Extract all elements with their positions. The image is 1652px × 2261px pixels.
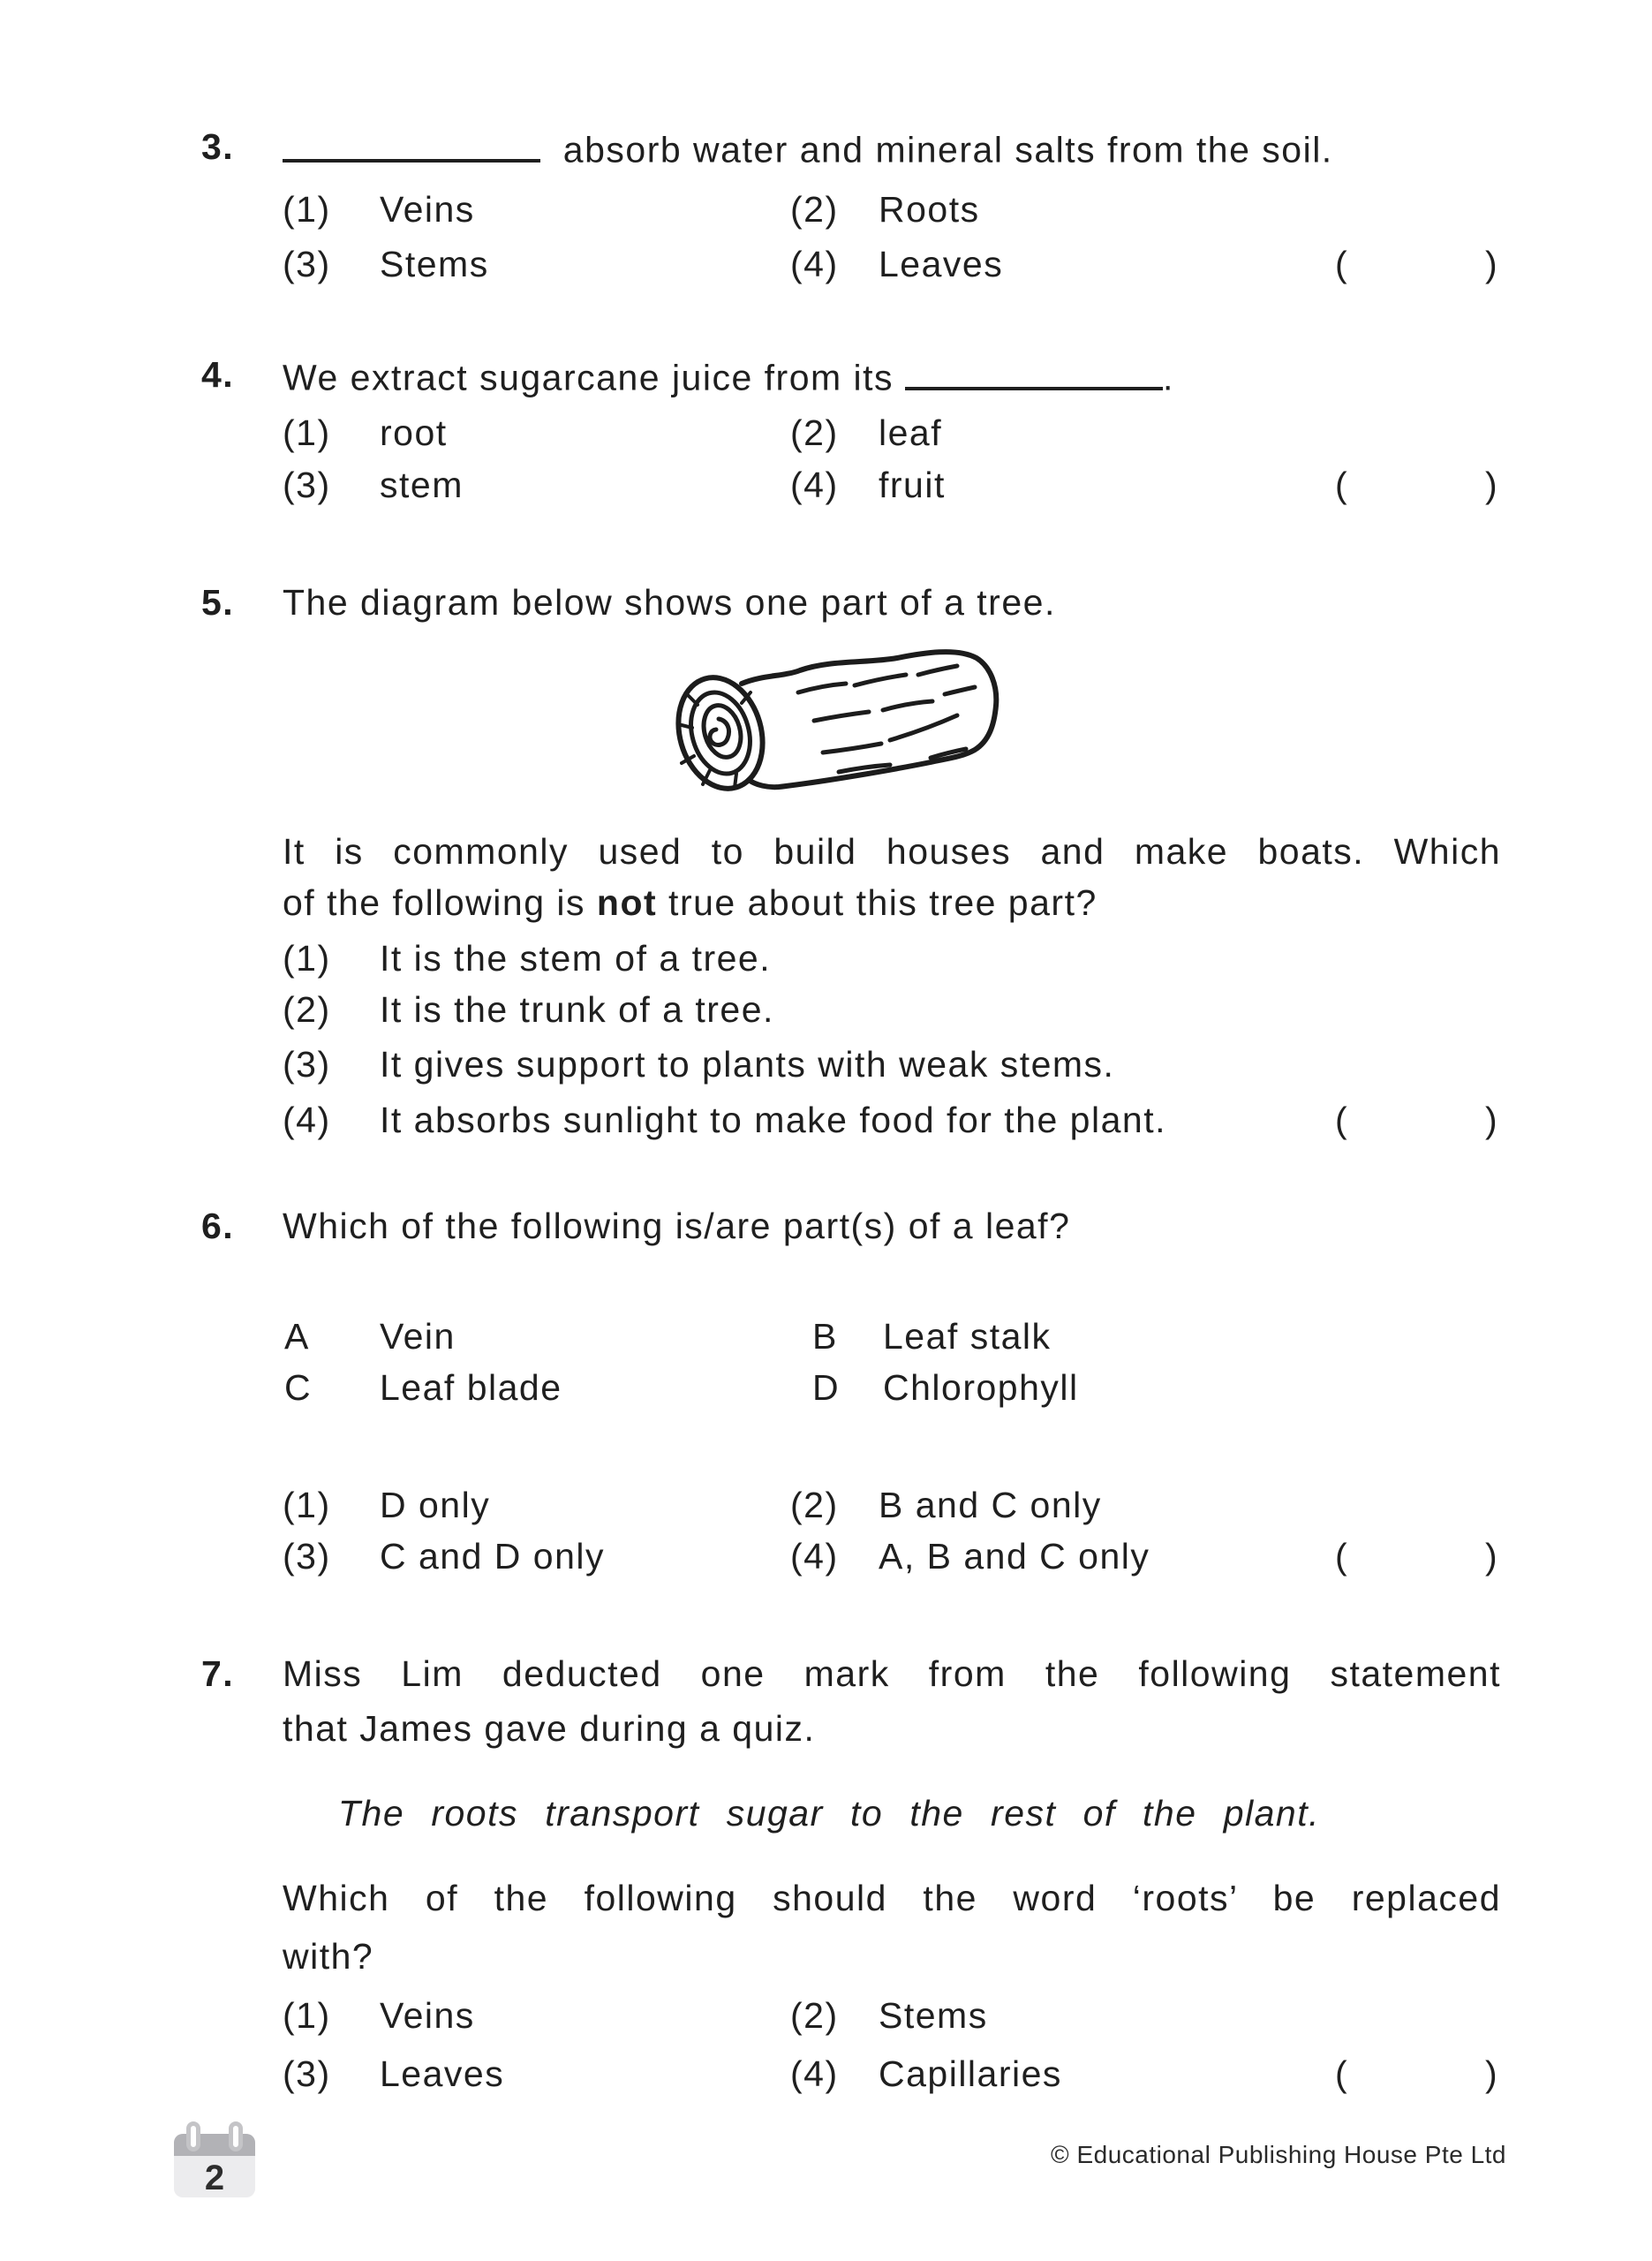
q4-option-2-number: (2) [790,412,839,453]
q3-option-2-label: Roots [879,189,980,230]
q5-para-line2-post: true about this tree part? [657,882,1098,923]
calendar-ring-icon [229,2121,243,2151]
q6-answer-paren-open: ( [1335,1536,1349,1577]
q6-option-3-label: C and D only [380,1536,606,1577]
q4-option-1-label: root [380,412,448,453]
q4-option-4-number: (4) [790,465,839,505]
q7-option-3-label: Leaves [380,2053,505,2094]
q4-period: . [1162,357,1174,398]
q4-option-2-label: leaf [879,412,943,453]
q7-option-3-number: (3) [283,2053,331,2094]
q7-question-line1: Which of the following should the word ‘roots’ be replaced [283,1878,1501,1918]
q6-option-4-number: (4) [790,1536,839,1577]
q6-item-b-label: Leaf stalk [883,1316,1052,1357]
q6-number: 6. [201,1206,235,1246]
q6-option-2-number: (2) [790,1485,839,1525]
q7-option-4-label: Capillaries [879,2053,1062,2094]
q3-answer-paren-open: ( [1335,244,1349,284]
q5-option-2-number: (2) [283,989,331,1030]
q3-number: 3. [201,126,235,167]
q7-option-2-number: (2) [790,1995,839,2036]
q6-item-a-label: Vein [380,1316,456,1357]
q6-item-c-letter: C [284,1367,313,1408]
q6-answer-paren-close: ) [1485,1536,1499,1577]
q7-quote: The roots transport sugar to the rest of the plant. [338,1793,1320,1834]
q4-text: We extract sugarcane juice from its [283,357,894,398]
q3-option-4-label: Leaves [879,244,1004,284]
q3-stem-line [283,125,1333,171]
q3-text: absorb water and mineral salts from the soil. [562,129,1333,170]
copyright: © Educational Publishing House Pte Ltd [1051,2141,1506,2168]
q5-option-1-number: (1) [283,938,331,979]
q6-item-b-letter: B [812,1316,838,1357]
q6-item-c-label: Leaf blade [380,1367,562,1408]
q7-answer-paren-close: ) [1485,2053,1499,2094]
q6-option-3-number: (3) [283,1536,331,1577]
q3-option-2-number: (2) [790,189,839,230]
q6-item-a-letter: A [284,1316,310,1357]
q5-option-4-number: (4) [283,1100,331,1140]
q4-answer-paren-close: ) [1485,465,1499,505]
q3-option-4-number: (4) [790,244,839,284]
q5-intro: The diagram below shows one part of a tree. [283,582,1056,623]
q5-para-line2-bold: not [596,882,658,923]
q6-option-4-label: A, B and C only [879,1536,1150,1577]
q6-option-1-label: D only [380,1485,491,1525]
q7-line2: that James gave during a quiz. [283,1708,816,1749]
q4-stem-line [283,353,1174,399]
q5-answer-paren-close: ) [1485,1100,1499,1140]
q7-option-1-label: Veins [380,1995,475,2036]
q4-option-3-label: stem [380,465,464,505]
q5-answer-paren-open: ( [1335,1100,1349,1140]
answer-blank [283,125,540,163]
q3-answer-paren-close: ) [1485,244,1499,284]
page-number-icon [174,2121,255,2197]
q6-item-d-label: Chlorophyll [883,1367,1079,1408]
q7-option-1-number: (1) [283,1995,331,2036]
q3-option-3-number: (3) [283,244,331,284]
q7-option-4-number: (4) [790,2053,839,2094]
answer-blank [905,353,1163,390]
q5-para-line2-pre: of the following is [283,882,597,923]
q5-option-2-label: It is the trunk of a tree. [380,989,774,1030]
q5-option-1-label: It is the stem of a tree. [380,938,772,979]
q5-option-4-label: It absorbs sunlight to make food for the plant. [380,1100,1166,1140]
q4-option-3-number: (3) [283,465,331,505]
q4-answer-paren-open: ( [1335,465,1349,505]
q5-option-3-label: It gives support to plants with weak stems. [380,1044,1115,1085]
q6-text: Which of the following is/are part(s) of a leaf? [283,1206,1071,1246]
q4-number: 4. [201,354,235,395]
q7-line1: Miss Lim deducted one mark from the following statement [283,1653,1501,1694]
q6-option-2-label: B and C only [879,1485,1102,1525]
q5-para-line1: It is commonly used to build houses and make boats. Which [283,831,1501,872]
q7-option-2-label: Stems [879,1995,988,2036]
log-diagram [664,638,1015,827]
q3-option-1-label: Veins [380,189,475,230]
calendar-ring-icon [186,2121,200,2151]
page-number: 2 [204,2159,225,2197]
q3-option-3-label: Stems [380,244,489,284]
q4-option-1-number: (1) [283,412,331,453]
q6-option-1-number: (1) [283,1485,331,1525]
q7-answer-paren-open: ( [1335,2053,1349,2094]
q5-para-line2 [283,881,1098,924]
q5-option-3-number: (3) [283,1044,331,1085]
q7-number: 7. [201,1653,235,1694]
q4-option-4-label: fruit [879,465,946,505]
q6-item-d-letter: D [812,1367,841,1408]
q7-question-line2: with? [283,1936,374,1977]
q3-option-1-number: (1) [283,189,331,230]
q5-number: 5. [201,582,235,623]
